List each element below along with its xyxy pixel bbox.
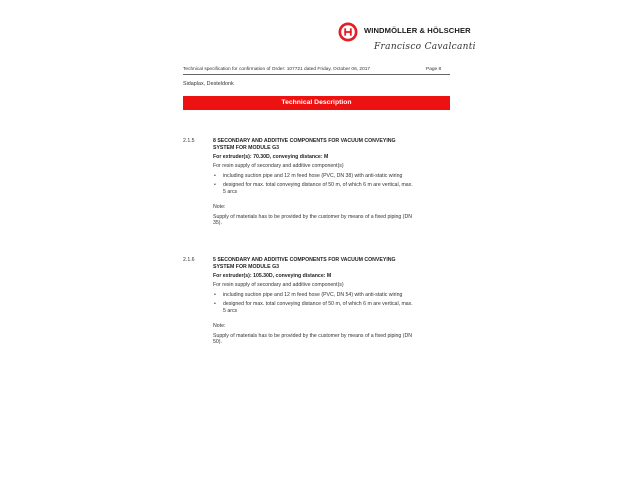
spec-header-line: Technical specification for confirmation of Order: 107721 dated Friday, October 06, 2017 bbox=[183, 67, 371, 72]
list-item-text: designed for max. total conveying distance of 50 m, of which 6 m are vertical, max. 5 arcs bbox=[223, 182, 413, 195]
intro-text: For resin supply of secondary and additive component(s) bbox=[213, 162, 344, 169]
list-item bbox=[213, 173, 413, 180]
section-body bbox=[213, 138, 413, 227]
bullet-icon: • bbox=[214, 172, 216, 179]
intro-text: For resin supply of secondary and additive component(s) bbox=[213, 281, 344, 288]
section-number: 2.1.6 bbox=[183, 257, 195, 263]
list-item-text: including suction pipe and 12 m feed hose (PVC, DN 54) with anti-static wiring bbox=[223, 291, 403, 298]
client-name: Sidaplax, Desteldonk bbox=[183, 81, 234, 87]
note-text: Supply of materials has to be provided by the customer by means of a fixed piping (DN 50). bbox=[213, 332, 412, 346]
list-item-text: designed for max. total conveying distance of 50 m, of which 6 m are vertical, max. 5 arcs bbox=[223, 301, 413, 314]
list-item bbox=[213, 182, 413, 195]
brand-name: WINDMÖLLER & HÖLSCHER bbox=[364, 26, 471, 35]
section-banner: Technical Description bbox=[183, 96, 450, 110]
note-text: Supply of materials has to be provided by the customer by means of a fixed piping (DN 35). bbox=[213, 213, 412, 227]
header-divider bbox=[183, 74, 450, 75]
bullet-icon: • bbox=[214, 182, 216, 189]
page-number: Page 8 bbox=[426, 67, 442, 72]
section-body bbox=[213, 257, 413, 346]
list-item-text: including suction pipe and 12 m feed hose (PVC, DN 38) with anti-static wiring bbox=[223, 172, 403, 179]
section-title: 8 SECONDARY AND ADDITIVE COMPONENTS FOR VACUUM CONVEYING SYSTEM FOR MODULE G3 bbox=[213, 138, 396, 151]
extruder-line: For extruder(s): 70.30D, conveying distance: M bbox=[213, 153, 329, 160]
section-number: 2.1.5 bbox=[183, 138, 195, 144]
handwritten-signature: Francisco Cavalcanti bbox=[374, 42, 476, 52]
note-label: Note: bbox=[213, 323, 226, 330]
brand-logo bbox=[338, 22, 478, 62]
section-title: 5 SECONDARY AND ADDITIVE COMPONENTS FOR VACUUM CONVEYING SYSTEM FOR MODULE G3 bbox=[213, 257, 396, 270]
extruder-line: For extruder(s): 105.30D, conveying distance: M bbox=[213, 272, 332, 279]
list-item bbox=[213, 301, 413, 314]
note-label: Note: bbox=[213, 204, 226, 211]
bullet-icon: • bbox=[214, 301, 216, 308]
bullet-icon: • bbox=[214, 291, 216, 298]
list-item bbox=[213, 292, 413, 299]
wh-logo-icon bbox=[338, 22, 358, 42]
